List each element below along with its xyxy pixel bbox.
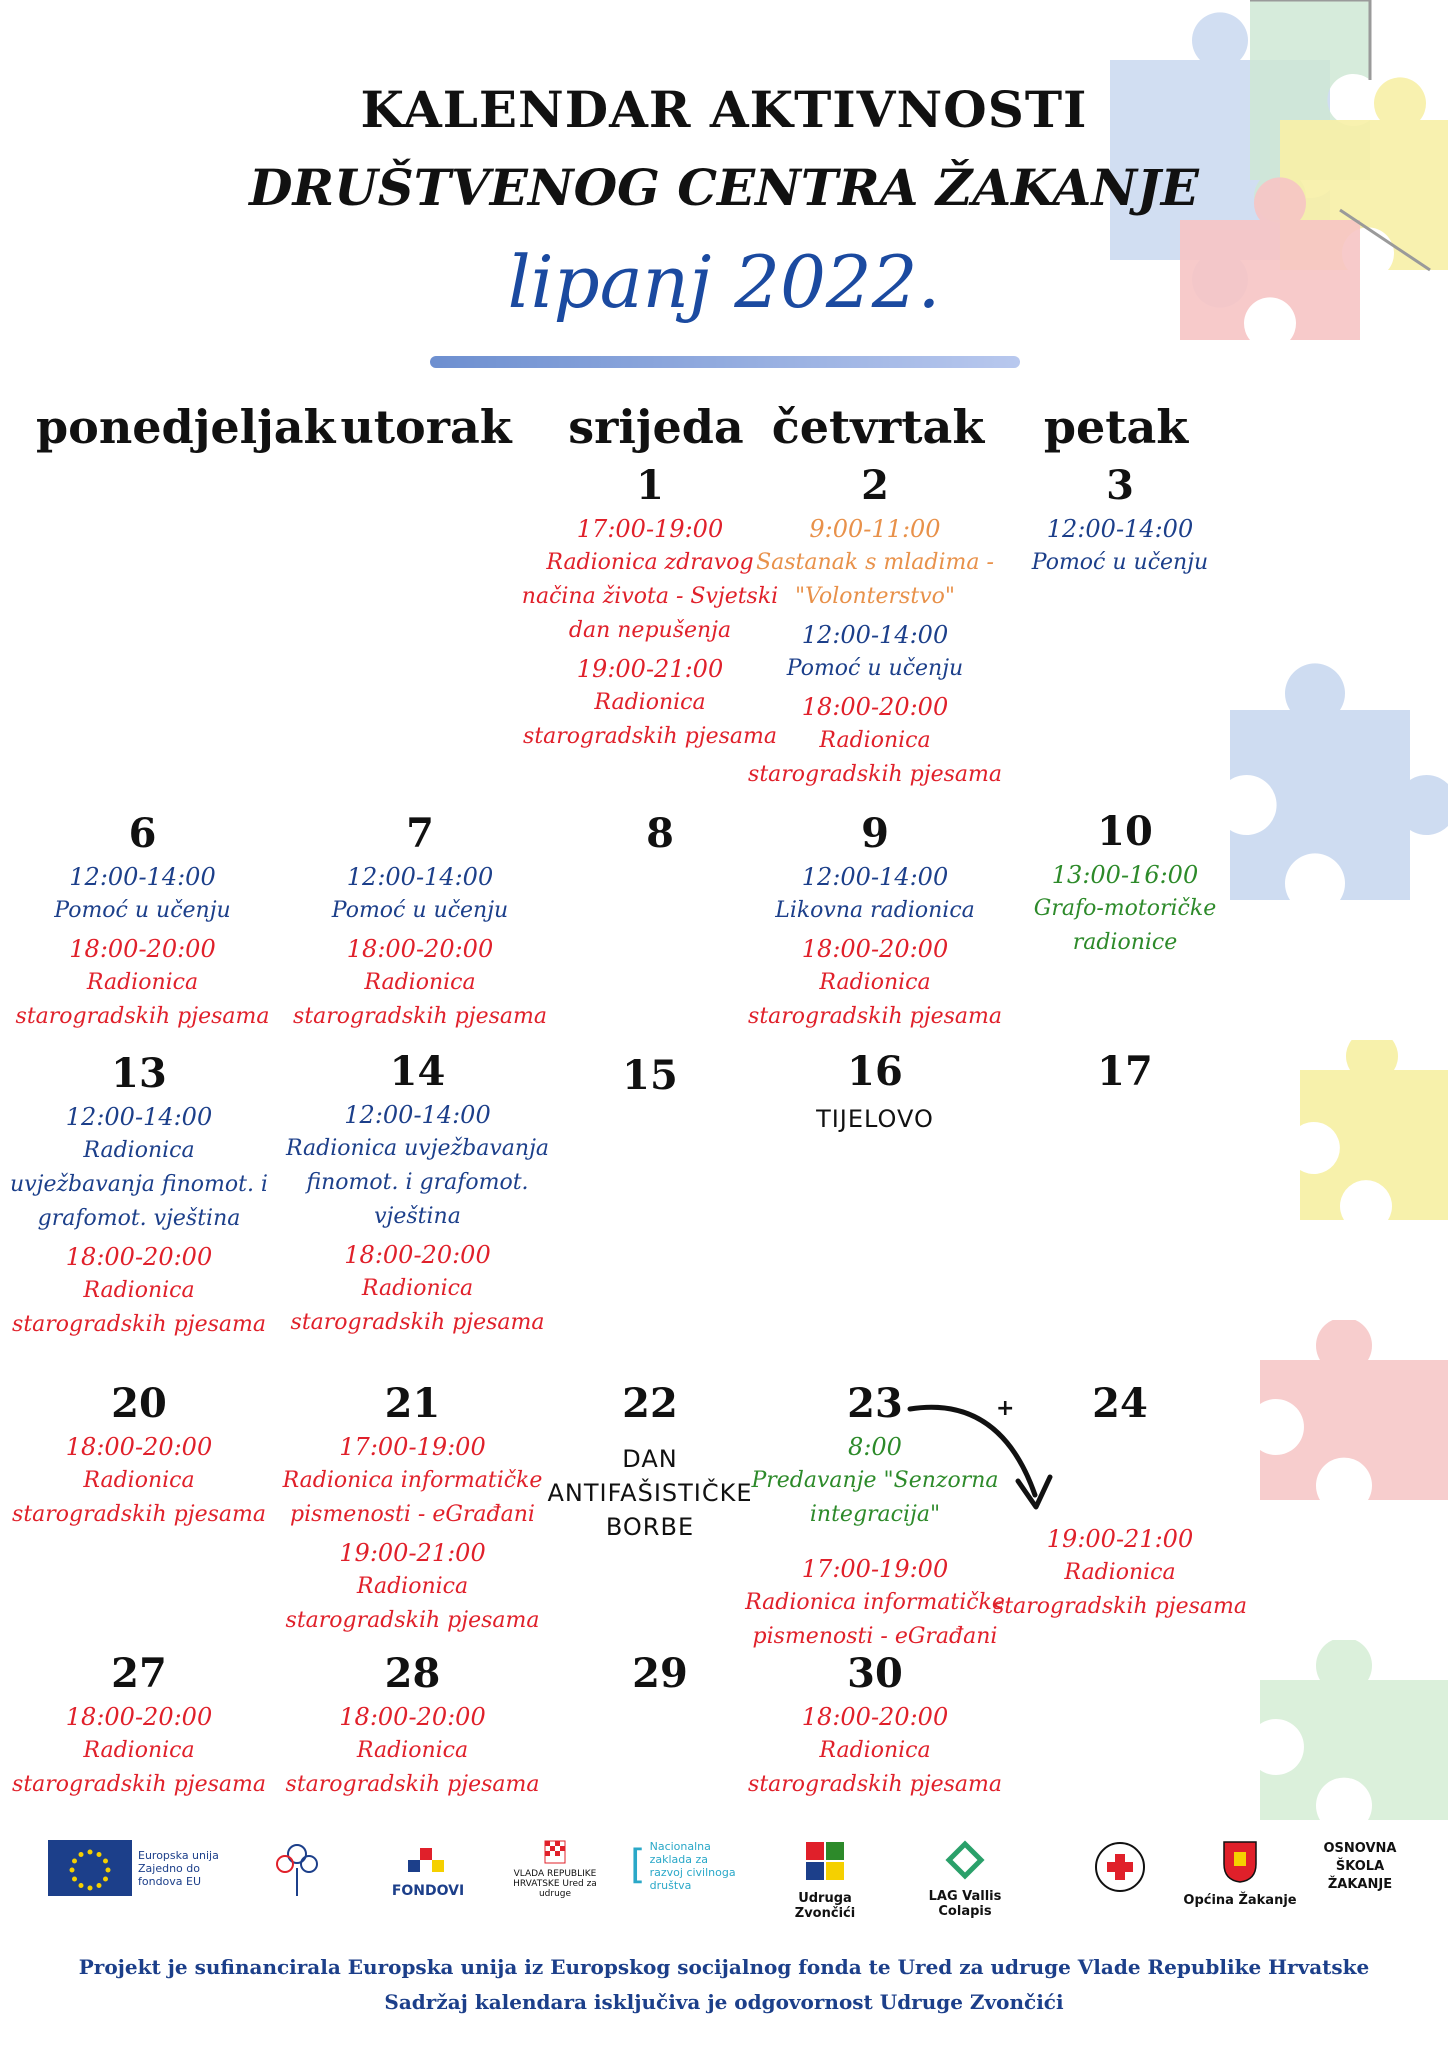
event — [745, 690, 1005, 792]
event — [745, 860, 1005, 928]
day-number: 21 — [384, 1380, 441, 1427]
day-number: 9 — [861, 810, 889, 857]
day-cell — [995, 806, 1255, 960]
event-time: 18:00-20:00 — [65, 1243, 213, 1271]
day-number: 28 — [384, 1650, 441, 1697]
puzzle-logo-icon — [804, 1840, 846, 1882]
event-description: Radionica informatičke pismenosti - eGrađani — [745, 1590, 1005, 1649]
event — [520, 652, 780, 754]
eu-flag-icon — [48, 1840, 132, 1896]
event — [280, 1700, 545, 1802]
day-cell — [8, 1048, 270, 1342]
day-number: 14 — [389, 1048, 446, 1095]
event — [990, 1522, 1250, 1624]
dayname-monday: ponedjeljak — [36, 400, 336, 454]
event-description: Radionica zdravog načina života - Svjetski dan nepušenja — [521, 550, 779, 643]
event-description: Radionica starogradskih pjesama — [15, 970, 270, 1029]
event-time: 18:00-20:00 — [339, 1703, 486, 1731]
holiday-note: DAN ANTIFAŠISTIČKE BORBE — [547, 1445, 753, 1541]
coat-of-arms-icon — [1222, 1840, 1258, 1884]
event-time: 19:00-21:00 — [339, 1539, 486, 1567]
fondovi-label: FONDOVI — [391, 1883, 465, 1899]
event — [745, 618, 1005, 686]
zvoncici-label: Udruga Zvončići — [794, 1891, 856, 1921]
event-time: 18:00-20:00 — [801, 935, 949, 963]
event-description: Pomoć u učenju — [786, 656, 964, 681]
day-number: 17 — [1097, 1048, 1153, 1095]
event-time: 13:00-16:00 — [1051, 861, 1199, 889]
event-time: 8:00 — [848, 1433, 902, 1461]
day-cell — [280, 1378, 545, 1638]
event-time: 19:00-21:00 — [576, 655, 724, 683]
event-description: Radionica starogradskih pjesama — [285, 1574, 540, 1633]
day-number: 29 — [632, 1650, 688, 1697]
event-description: Predavanje "Senzorna integracija" — [751, 1468, 999, 1527]
day-cell — [990, 460, 1250, 580]
event-description: Radionica starogradskih pjesama — [748, 728, 1002, 787]
event — [745, 1700, 1005, 1802]
day-cell — [520, 1378, 780, 1544]
event — [995, 858, 1255, 960]
day-number: 24 — [1092, 1380, 1148, 1427]
day-number: 10 — [1097, 808, 1153, 855]
vlada-label: VLADA REPUBLIKE HRVATSKE Ured za udruge — [513, 1869, 597, 1899]
event-description: Radionica starogradskih pjesama — [12, 1278, 266, 1337]
day-cell — [8, 1648, 270, 1802]
event-description: Grafo-motoričke radionice — [1033, 896, 1217, 955]
day-number: 2 — [861, 462, 889, 509]
event-time: 17:00-19:00 — [576, 515, 724, 543]
croatia-coat-icon — [544, 1840, 566, 1866]
event-time: 18:00-20:00 — [346, 935, 494, 963]
event-description: Pomoć u učenju — [1031, 550, 1209, 575]
event-description: Radionica starogradskih pjesama — [285, 1738, 540, 1797]
day-number: 13 — [111, 1050, 167, 1097]
fondovi-icon — [408, 1840, 448, 1880]
day-cell — [995, 1046, 1255, 1098]
event-time: 18:00-20:00 — [65, 1433, 213, 1461]
footer-funding: Projekt je sufinancirala Europska unija iz Europskog socijalnog fonda te Ured za udruge Vlade Republike Hrvatske — [78, 1955, 1370, 1979]
divider-bar — [430, 356, 1020, 368]
event — [290, 860, 550, 928]
event-description: Radionica uvježbavanja finomot. i grafomot. vještina — [285, 1136, 550, 1229]
skola-logo — [1310, 1840, 1410, 1894]
event-description: Sastanak s mladima - "Volonterstvo" — [756, 550, 994, 609]
red-cross-icon — [1093, 1840, 1147, 1894]
footer-disclaimer: Sadržaj kalendara isključiva je odgovornost Udruge Zvončići — [384, 1990, 1064, 2014]
flower-logo — [262, 1840, 332, 1903]
lag-icon — [945, 1840, 985, 1880]
event-time: 12:00-14:00 — [1046, 515, 1194, 543]
zvoncici-logo — [770, 1840, 880, 1921]
zaklada-logo — [630, 1840, 740, 1892]
skola-label: OSNOVNA ŠKOLA ŽAKANJE — [1323, 1841, 1397, 1892]
event — [10, 932, 275, 1034]
eu-logo-text: Europska unija Zajedno do fondova EU — [138, 1848, 219, 1888]
dayname-wednesday: srijeda — [568, 400, 744, 454]
event — [745, 932, 1005, 1034]
day-cell — [520, 460, 780, 754]
event-time: 19:00-21:00 — [1046, 1525, 1194, 1553]
event — [745, 512, 1005, 614]
day-number: 16 — [847, 1048, 903, 1095]
eu-logo — [48, 1840, 248, 1896]
puzzle-decoration-pink — [1230, 1320, 1448, 1520]
event-time: 18:00-20:00 — [69, 935, 216, 963]
day-number: 7 — [406, 810, 434, 857]
event-description: Radionica starogradskih pjesama — [748, 1738, 1002, 1797]
event-time: 17:00-19:00 — [339, 1433, 486, 1461]
event — [520, 512, 780, 648]
event-description: Radionica starogradskih pjesama — [290, 1276, 545, 1335]
event-time: 12:00-14:00 — [801, 621, 949, 649]
flower-icon — [269, 1840, 325, 1900]
puzzle-decoration-yellow — [1280, 1040, 1448, 1240]
event-description: Radionica informatičke pismenosti - eGrađani — [282, 1468, 543, 1527]
event-description: Likovna radionica — [775, 898, 975, 923]
opcina-logo — [1180, 1840, 1300, 1908]
event-time: 17:00-19:00 — [801, 1555, 949, 1583]
event — [290, 932, 550, 1034]
event-description: Pomoć u učenju — [331, 898, 509, 923]
day-number: 27 — [111, 1650, 167, 1697]
day-cell — [745, 1648, 1005, 1802]
day-cell — [10, 808, 275, 1034]
day-number: 1 — [636, 462, 664, 509]
event-time: 18:00-20:00 — [65, 1703, 213, 1731]
day-cell — [745, 808, 1005, 1034]
lag-label: LAG Vallis Colapis — [928, 1889, 1002, 1919]
day-number: 30 — [847, 1650, 903, 1697]
event-time: 12:00-14:00 — [346, 863, 494, 891]
dayname-tuesday: utorak — [340, 400, 512, 454]
event — [285, 1098, 550, 1234]
bracket-icon: [ — [630, 1842, 646, 1888]
event-description: Radionica starogradskih pjesama — [12, 1738, 266, 1797]
zaklada-label: Nacionalna zaklada za razvoj civilnoga društva — [649, 1840, 736, 1892]
day-number: 6 — [128, 810, 157, 857]
event — [8, 1700, 270, 1802]
event-time: 18:00-20:00 — [801, 1703, 949, 1731]
event-description: Radionica uvježbavanja finomot. i grafomot. vještina — [10, 1138, 268, 1231]
event-description: Radionica starogradskih pjesama — [12, 1468, 266, 1527]
event — [280, 1430, 545, 1532]
event-time: 12:00-14:00 — [801, 863, 949, 891]
event-time: 12:00-14:00 — [69, 863, 216, 891]
holiday-note: TIJELOVO — [816, 1105, 934, 1133]
event — [745, 1552, 1005, 1654]
title-line-2: DRUŠTVENOG CENTRA ŽAKANJE — [249, 158, 1199, 217]
title-line-1: KALENDAR AKTIVNOSTI — [360, 80, 1088, 139]
event — [285, 1238, 550, 1340]
event-time: 12:00-14:00 — [344, 1101, 491, 1129]
arrow-icon — [900, 1385, 1070, 1525]
day-cell — [280, 1648, 545, 1802]
event-time: 18:00-20:00 — [344, 1241, 491, 1269]
event-time: 9:00-11:00 — [809, 515, 941, 543]
red-cross-logo — [1090, 1840, 1150, 1897]
puzzle-decoration-green — [1220, 1640, 1448, 1840]
day-cell — [290, 808, 550, 1034]
day-cell — [520, 1050, 780, 1102]
event-description: Radionica starogradskih pjesama — [523, 690, 777, 749]
day-number: 8 — [646, 810, 674, 857]
dayname-friday: petak — [1043, 400, 1189, 454]
day-cell — [745, 1046, 1005, 1136]
day-cell — [745, 460, 1005, 792]
event — [8, 1100, 270, 1236]
event — [10, 860, 275, 928]
day-cell — [8, 1378, 270, 1532]
event — [8, 1240, 270, 1342]
event-description: Radionica starogradskih pjesama — [293, 970, 547, 1029]
day-number: 20 — [111, 1380, 167, 1427]
vlada-logo — [496, 1840, 614, 1899]
opcina-label: Općina Žakanje — [1183, 1893, 1297, 1908]
dayname-thursday: četvrtak — [771, 400, 985, 454]
event — [280, 1536, 545, 1638]
svg-text:+: + — [996, 1396, 1015, 1421]
event — [990, 512, 1250, 580]
day-cell — [285, 1046, 550, 1340]
event-time: 12:00-14:00 — [65, 1103, 213, 1131]
event-time: 18:00-20:00 — [801, 693, 949, 721]
event — [8, 1430, 270, 1532]
day-number: 3 — [1106, 462, 1134, 509]
lag-logo — [905, 1840, 1025, 1919]
fondovi-logo — [368, 1840, 488, 1899]
day-number: 22 — [622, 1380, 678, 1427]
month-heading: lipanj 2022. — [507, 240, 941, 324]
event-description: Pomoć u učenju — [54, 898, 231, 923]
day-number: 23 — [847, 1380, 903, 1427]
event-description: Radionica starogradskih pjesama — [993, 1560, 1247, 1619]
event-description: Radionica starogradskih pjesama — [748, 970, 1002, 1029]
day-number: 15 — [622, 1052, 678, 1099]
